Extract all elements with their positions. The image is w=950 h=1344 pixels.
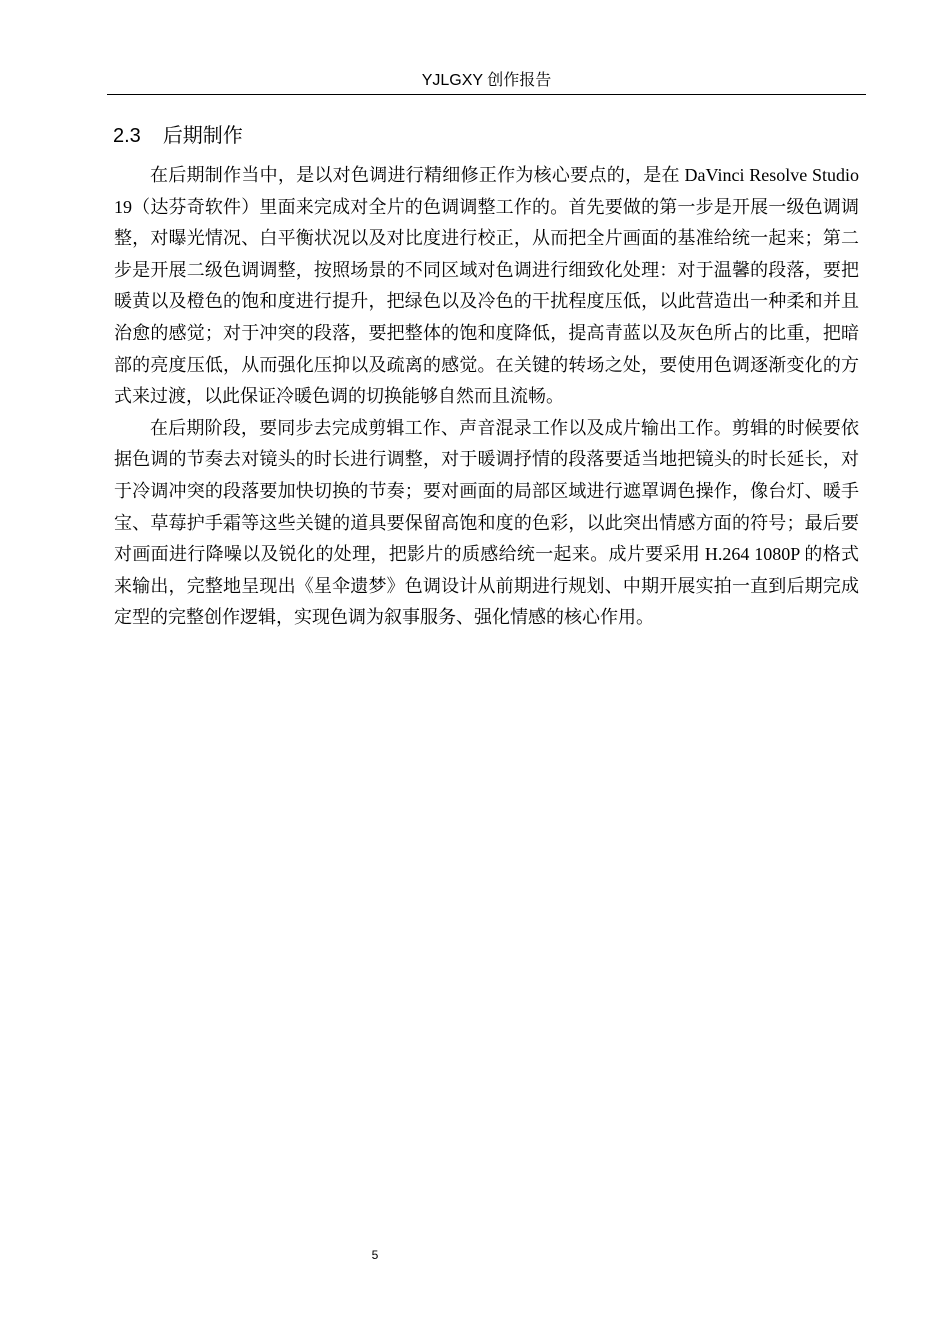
paragraph: 在后期阶段，要同步去完成剪辑工作、声音混录工作以及成片输出工作。剪辑的时候要依据色调的节奏去对镜头的时长进行调整，对于暖调抒情的段落要适当地把镜头的时长延长，对于冷调冲突的段落要加快切换的节奏；要对画面的局部区域进行遮罩调色操作，像台灯、暖手宝、草莓护手霜等这些关键的道具要保留高饱和度的色彩，以此突出情感方面的符号；最后要对画面进行降噪以及锐化的处理，把影片的质感给统一起来。成片要采用 H.264 1080P 的格式来输出，完整地呈现出《星伞遗梦》色调设计从前期进行规划、中期开展实拍一直到后期完成定型的完整创作逻辑，实现色调为叙事服务、强化情感的核心作用。: [114, 417, 859, 628]
page-header: [107, 68, 866, 95]
paragraph: 在后期制作当中，是以对色调进行精细修正作为核心要点的，是在 DaVinci Resolve Studio 19（达芬奇软件）里面来完成对全片的色调调整工作的。首先要做的第一步是开展一级色调调整，对曝光情况、白平衡状况以及对比度进行校正，从而把全片画面的基准给统一起来；第二步是开展二级色调调整，按照场景的不同区域对色调进行细致化处理：对于温馨的段落，要把暖黄以及橙色的饱和度进行提升，把绿色以及冷色的干扰程度压低，以此营造出一种柔和并且治愈的感觉；对于冲突的段落，要把整体的饱和度降低，提高青蓝以及灰色所占的比重，把暗部的亮度压低，从而强化压抑以及疏离的感觉。在关键的转场之处，要使用色调逐渐变化的方式来过渡，以此保证冷暖色调的切换能够自然而且流畅。: [114, 165, 859, 407]
section-heading: [113, 120, 243, 151]
section-title: 后期制作: [162, 123, 243, 147]
page-number: 5: [371, 1248, 379, 1262]
header-title: YJLGXY 创作报告: [421, 72, 552, 89]
section-number: 2.3: [113, 125, 141, 147]
body-text: [114, 160, 859, 634]
